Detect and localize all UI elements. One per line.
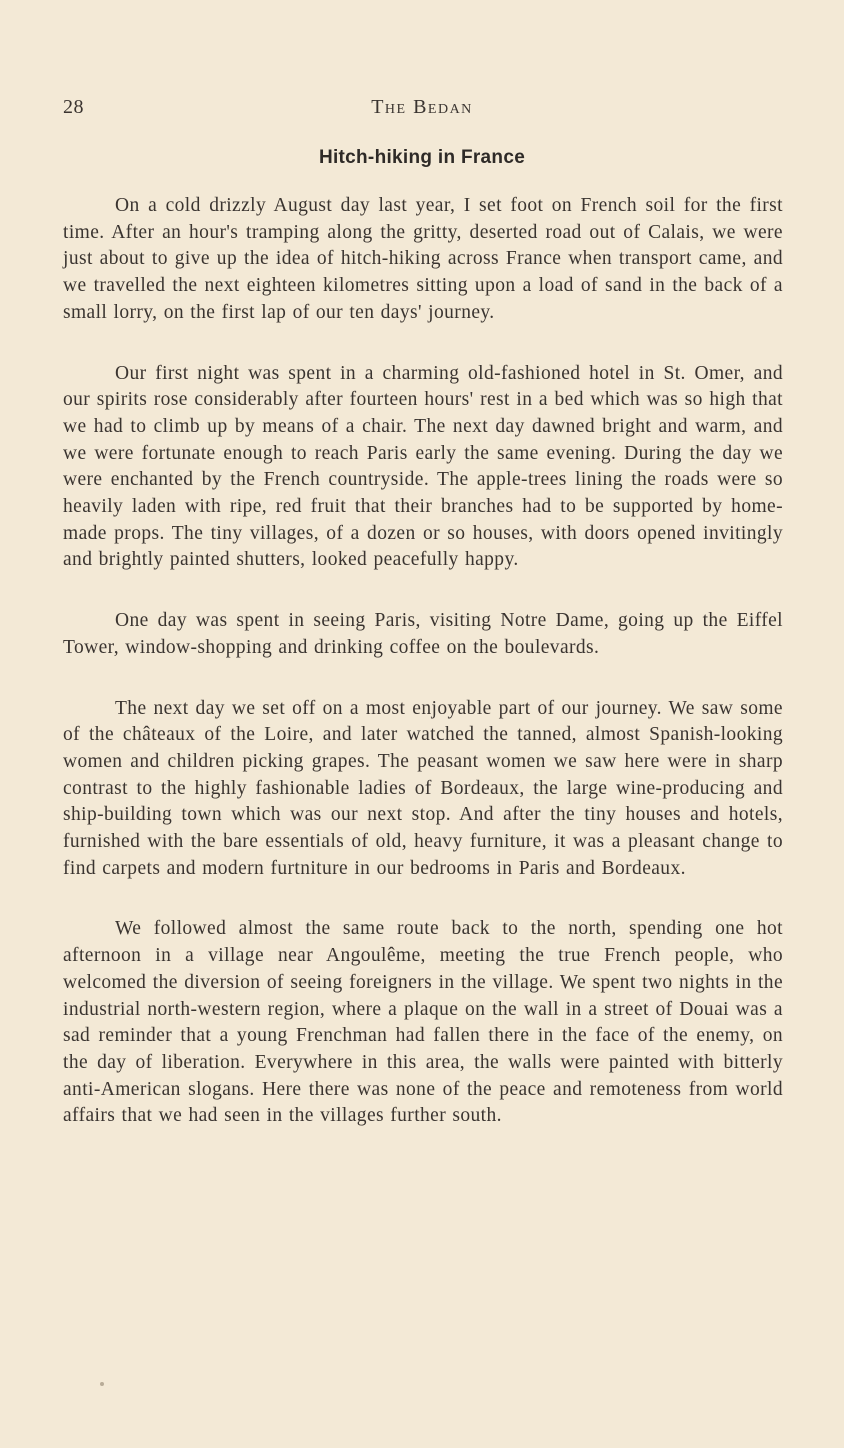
paragraph: On a cold drizzly August day last year, I set foot on French soil for the first time. After an hour's tramping along the gritty, deserted road out of Calais, we were just about to give up the idea of hitch-hiking across France when transport came, and we travelled the next eighteen kilometres sitting upon a load of sand in the back of a small lorry, on the first lap of our ten days' journey. bbox=[63, 195, 783, 323]
paragraph: The next day we set off on a most enjoyable part of our journey. We saw some of the châteaux of the Loire, and later watched the tanned, almost Spanish-looking women and children picking grapes. The peasant women we saw here were in sharp contrast to the highly fashionable ladies of Bordeaux, the large wine-producing and ship-building town which was our next stop. And after the tiny houses and hotels, furnished with the bare essentials of old, heavy furniture, it was a pleasant change to find carpets and modern furtniture in our bedrooms in Paris and Bordeaux. bbox=[63, 697, 783, 879]
paragraph: We followed almost the same route back to the north, spending one hot afternoon in a village near Angoulême, meeting the true French people, who welcomed the diversion of seeing foreigners in the village. We spent two nights in the industrial north-western region, where a plaque on the wall in a street of Douai was a sad reminder that a young Frenchman had fallen there in the face of the enemy, on the day of liberation. Everywhere in this area, the walls were painted with bitterly anti-American slogans. Here there was none of the peace and remoteness from world affairs that we had seen in the villages further south. bbox=[63, 918, 783, 1127]
ink-speck bbox=[100, 1382, 104, 1386]
article-body bbox=[63, 193, 783, 1130]
page-number: 28 bbox=[63, 96, 84, 118]
paragraph: Our first night was spent in a charming old-fashioned hotel in St. Omer, and our spirits rose considerably after fourteen hours' rest in a bed which was so high that we had to climb up by means of a chair. The next day dawned bright and warm, and we were fortunate enough to reach Paris early the same evening. During the day we were enchanted by the French countryside. The apple-trees lining the roads were so heavily laden with ripe, red fruit that their branches had to be supported by home-made props. The tiny villages, of a dozen or so houses, with doors opened invitingly and brightly painted shutters, looked peacefully happy. bbox=[63, 362, 783, 571]
running-head: The Bedan bbox=[371, 96, 473, 118]
article-title: Hitch-hiking in France bbox=[318, 147, 526, 168]
paragraph: One day was spent in seeing Paris, visiting Notre Dame, going up the Eiffel Tower, window-shopping and drinking coffee on the boulevards. bbox=[63, 610, 783, 658]
